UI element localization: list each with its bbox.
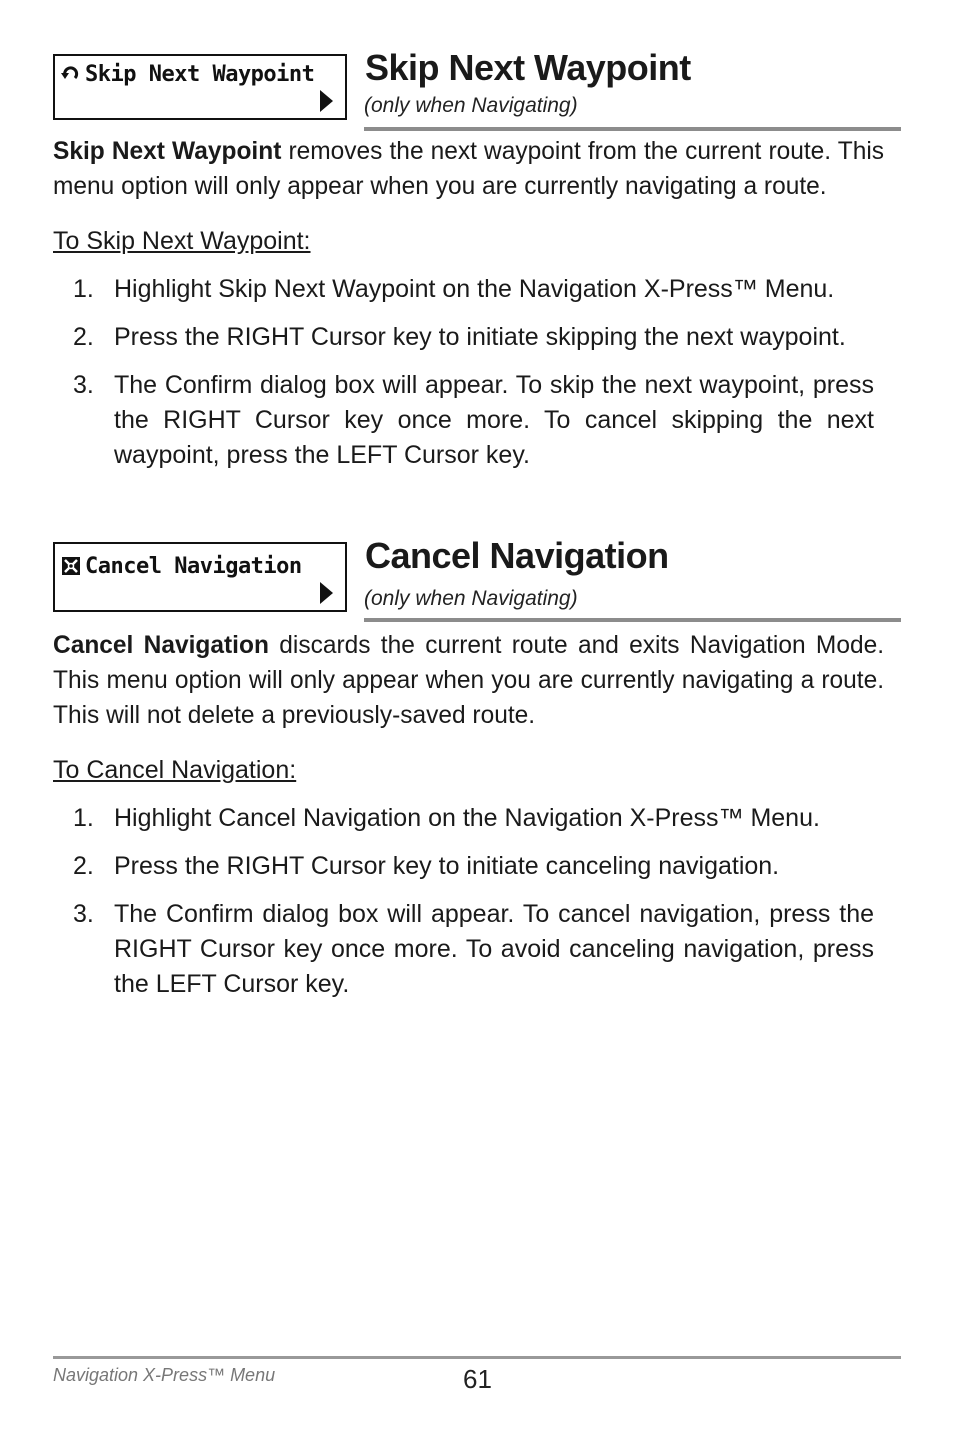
intro-term: Skip Next Waypoint bbox=[53, 137, 282, 165]
step-text: The Confirm dialog box will appear. To skip the next waypoint, press the RIGHT Cursor key once more. To cancel skipping the next waypoint, press the LEFT Cursor key. bbox=[114, 371, 874, 469]
step-text: Press the RIGHT Cursor key to initiate canceling navigation. bbox=[114, 852, 780, 880]
step-text: Highlight Cancel Navigation on the Navigation X-Press™ Menu. bbox=[114, 804, 820, 832]
footer-divider bbox=[53, 1356, 901, 1359]
section-divider bbox=[364, 618, 901, 622]
step-text: The Confirm dialog box will appear. To cancel navigation, press the RIGHT Cursor key once more. To avoid canceling navigation, press the LEFT Cursor key. bbox=[114, 900, 874, 998]
skip-arrow-icon bbox=[61, 64, 81, 84]
step-number: 2. bbox=[73, 323, 94, 351]
step-number: 3. bbox=[73, 371, 94, 399]
right-arrow-icon bbox=[320, 90, 333, 112]
footer-section-name: Navigation X-Press™ Menu bbox=[53, 1365, 276, 1385]
page-number: 61 bbox=[463, 1364, 492, 1394]
section-title: Cancel Navigation bbox=[365, 535, 669, 576]
intro-term: Cancel Navigation bbox=[53, 631, 269, 659]
procedure-heading: To Skip Next Waypoint: bbox=[53, 227, 311, 255]
step-item bbox=[73, 897, 874, 1002]
step-number: 1. bbox=[73, 804, 94, 832]
intro-text: discards the current route and exits Navigation Mode. This menu option will only appear when you are currently navigating a route. This will not delete a previously-saved route. bbox=[53, 631, 885, 729]
right-arrow-icon bbox=[320, 582, 333, 604]
step-number: 1. bbox=[73, 275, 94, 303]
step-text: Press the RIGHT Cursor key to initiate skipping the next waypoint. bbox=[114, 323, 846, 351]
step-item bbox=[73, 320, 874, 355]
section-intro bbox=[53, 134, 884, 204]
skip-next-waypoint-menu-image bbox=[53, 54, 347, 120]
step-item bbox=[73, 368, 874, 473]
intro-text: removes the next waypoint from the current route. This menu option will only appear when you are currently navigating a route. bbox=[53, 137, 885, 200]
step-item bbox=[73, 849, 874, 884]
section-intro bbox=[53, 628, 884, 733]
menu-label bbox=[61, 554, 302, 579]
menu-label-text: Skip Next Waypoint bbox=[85, 62, 315, 87]
menu-label-text: Cancel Navigation bbox=[85, 554, 302, 579]
section-subtitle: (only when Navigating) bbox=[364, 587, 578, 610]
step-item bbox=[73, 801, 874, 836]
section-subtitle: (only when Navigating) bbox=[364, 94, 578, 117]
section-title: Skip Next Waypoint bbox=[365, 47, 691, 88]
step-item bbox=[73, 272, 874, 307]
step-number: 3. bbox=[73, 900, 94, 928]
step-text: Highlight Skip Next Waypoint on the Navigation X-Press™ Menu. bbox=[114, 275, 835, 303]
cancel-navigation-menu-image bbox=[53, 542, 347, 612]
cancel-navigation-icon bbox=[61, 556, 81, 576]
menu-label bbox=[61, 62, 314, 87]
section-divider bbox=[364, 127, 901, 131]
procedure-heading: To Cancel Navigation: bbox=[53, 756, 297, 784]
step-number: 2. bbox=[73, 852, 94, 880]
